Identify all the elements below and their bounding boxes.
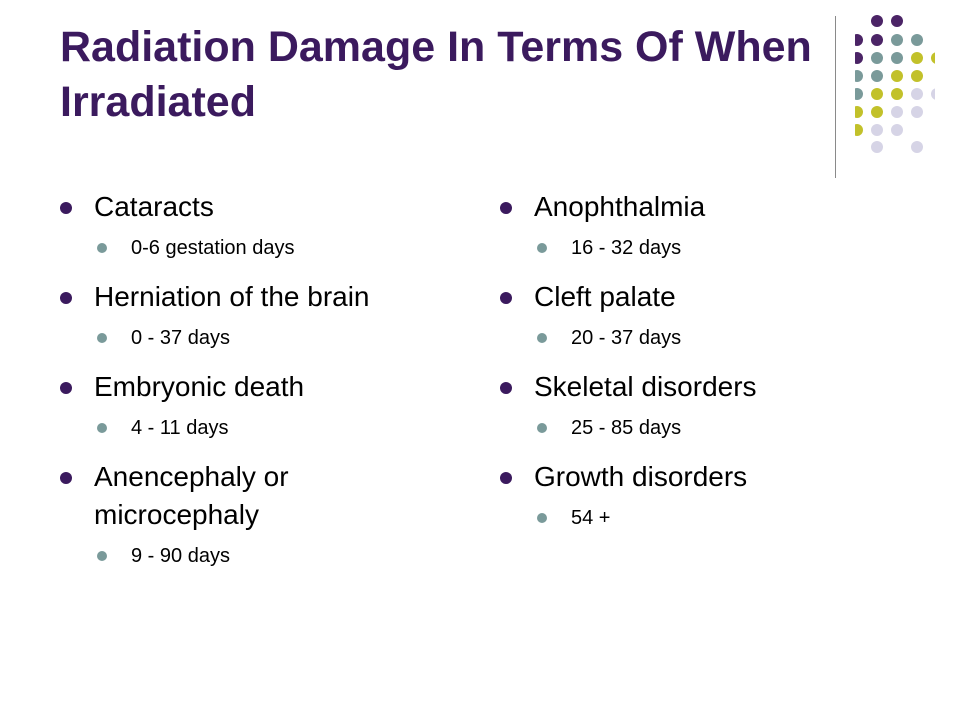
bullet-icon — [97, 551, 107, 561]
sub-list-item — [60, 324, 440, 352]
item-detail: 16 - 32 days — [571, 237, 682, 259]
item-label: Cleft palate — [534, 281, 676, 312]
list-item — [60, 368, 440, 406]
bullet-icon — [60, 292, 72, 304]
sub-list-item — [500, 504, 880, 532]
bullet-icon — [500, 472, 512, 484]
right-bullet-column — [500, 188, 880, 548]
item-detail: 20 - 37 days — [571, 327, 682, 349]
sub-list-item — [60, 234, 440, 262]
item-detail: 0 - 37 days — [131, 327, 230, 349]
list-item — [60, 458, 440, 534]
sub-list-item — [500, 324, 880, 352]
item-detail: 25 - 85 days — [571, 417, 682, 439]
item-label: Herniation of the brain — [94, 281, 370, 312]
bullet-icon — [500, 382, 512, 394]
list-item — [500, 458, 880, 496]
bullet-icon — [97, 333, 107, 343]
bullet-icon — [97, 243, 107, 253]
item-label: Growth disorders — [534, 461, 748, 492]
bullet-icon — [500, 202, 512, 214]
item-label: Anophthalmia — [534, 191, 706, 222]
list-item — [500, 278, 880, 316]
item-label: Cataracts — [94, 191, 214, 222]
sub-list-item — [500, 414, 880, 442]
bullet-icon — [60, 382, 72, 394]
item-label: Embryonic death — [94, 371, 305, 402]
bullet-icon — [537, 423, 547, 433]
bullet-icon — [537, 513, 547, 523]
item-detail: 9 - 90 days — [131, 545, 230, 567]
list-item — [60, 278, 440, 316]
sub-list-item — [500, 234, 880, 262]
sub-list-item — [60, 542, 440, 570]
item-detail: 4 - 11 days — [131, 417, 229, 439]
sub-list-item — [60, 414, 440, 442]
bullet-icon — [537, 333, 547, 343]
slide-title: Radiation Damage In Terms Of When Irradiated — [60, 23, 812, 126]
bullet-icon — [537, 243, 547, 253]
list-item — [500, 188, 880, 226]
bullet-icon — [97, 423, 107, 433]
decorative-dot-grid — [855, 14, 935, 154]
item-detail: 0-6 gestation days — [131, 237, 295, 259]
bullet-icon — [500, 292, 512, 304]
bullet-icon — [60, 472, 72, 484]
item-label: Anencephaly or microcephaly — [94, 461, 289, 530]
vertical-divider — [835, 16, 836, 178]
bullet-icon — [60, 202, 72, 214]
item-detail: 54 + — [571, 507, 611, 529]
left-bullet-column — [60, 188, 440, 586]
list-item — [500, 368, 880, 406]
item-label: Skeletal disorders — [534, 371, 757, 402]
list-item — [60, 188, 440, 226]
